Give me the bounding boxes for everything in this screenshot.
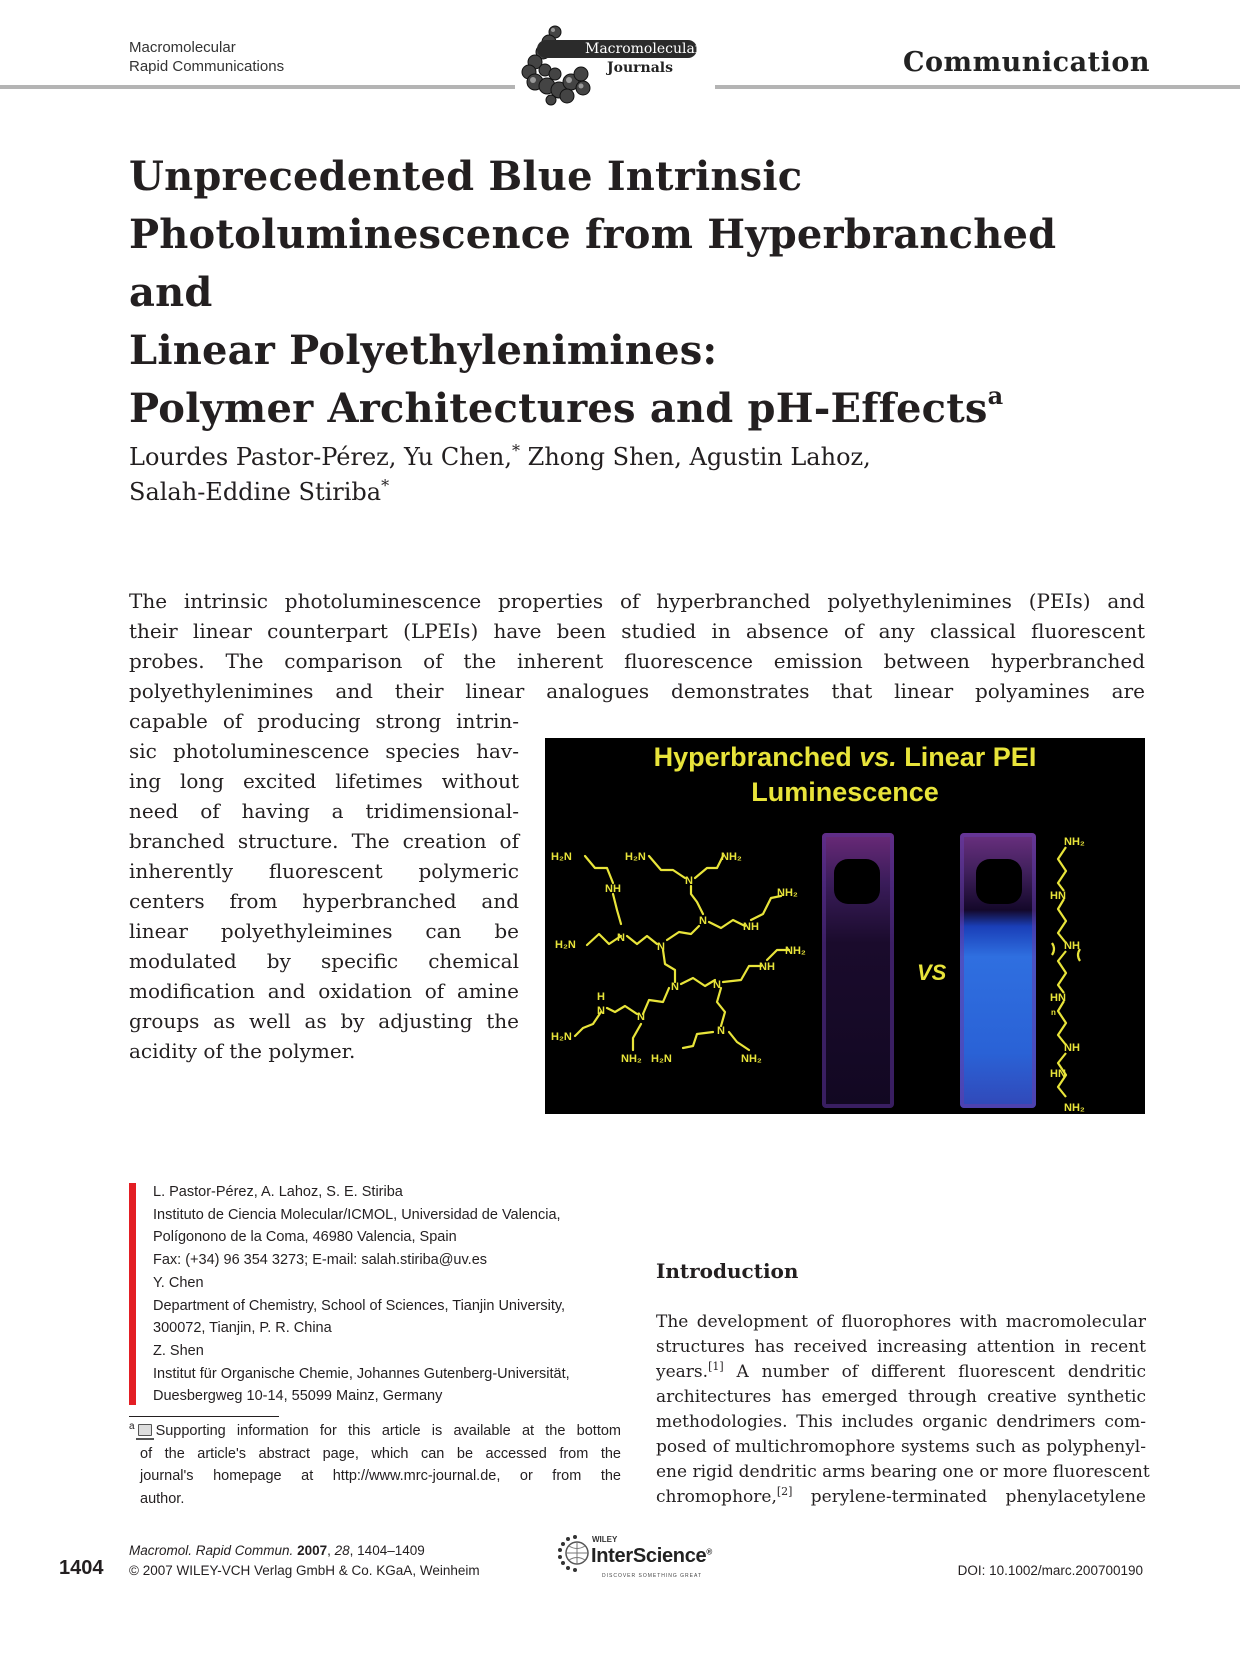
affiliation-line: Z. Shen <box>153 1342 204 1359</box>
title-footnote-marker[interactable]: a <box>987 381 1004 410</box>
journal-name-line2: Rapid Communications <box>129 58 285 75</box>
body-line: The development of fluorophores with macromolecular <box>656 1312 1146 1332</box>
logo-text-line1: Macromolecular <box>585 41 702 57</box>
affiliation-line: L. Pastor-Pérez, A. Lahoz, S. E. Stiriba <box>153 1184 403 1200</box>
wiley-interscience-logo <box>555 1533 735 1583</box>
affiliation-line: Institut für Organische Chemie, Johannes Gutenberg-Universität, <box>153 1365 570 1382</box>
body-line: structures has received increasing attention in recent <box>656 1337 1146 1357</box>
molecule-icon <box>515 22 605 107</box>
title-line: Unprecedented Blue Intrinsic <box>129 153 803 200</box>
logo-text-line2: Journals <box>607 60 673 76</box>
citation <box>129 1541 480 1581</box>
linear-label: HN <box>1050 890 1066 902</box>
hb-label: NH₂ <box>621 1053 642 1065</box>
publisher-tagline: DISCOVER SOMETHING GREAT <box>602 1573 703 1579</box>
citation-volume: 28 <box>334 1543 350 1558</box>
interscience-text: InterScience <box>591 1545 707 1567</box>
hb-label: N <box>617 932 625 944</box>
abstract-line: centers from hyperbranched and <box>129 889 519 913</box>
author-line <box>129 440 1129 475</box>
article-title <box>129 148 1129 438</box>
cuvette-hyperbranched <box>822 833 894 1108</box>
affiliation-line: Instituto de Ciencia Molecular/ICMOL, Universidad de Valencia, <box>153 1206 561 1223</box>
section-label: Communication <box>903 47 1150 78</box>
affiliation-contact[interactable]: Fax: (+34) 96 354 3273; E-mail: salah.stiriba@uv.es <box>153 1252 488 1269</box>
hb-label: N <box>685 875 693 887</box>
copyright: © 2007 WILEY-VCH Verlag GmbH & Co. KGaA, Weinheim <box>129 1563 480 1578</box>
body-text: chromophore, <box>656 1487 777 1507</box>
body-line: posed of multichromophore systems such as polyphenyl- <box>656 1437 1146 1457</box>
hb-label: NH₂ <box>721 851 742 863</box>
cuvette-cap-opening <box>834 859 880 904</box>
interscience-label <box>591 1545 712 1568</box>
abstract-line: The intrinsic photoluminescence properties of hyperbranched polyethylenimines (PEIs) and <box>129 589 1145 613</box>
abstract-line: sic photoluminescence species hav- <box>129 739 519 763</box>
registered-mark: ® <box>706 1547 712 1557</box>
hb-label: H₂N <box>651 1053 672 1065</box>
body-text: years. <box>656 1362 709 1382</box>
body-line <box>656 1485 1146 1510</box>
abstract-full-width <box>129 586 1145 706</box>
introduction-body <box>656 1310 1150 1510</box>
footnote-line: author. <box>140 1490 185 1507</box>
title-line: Linear Polyethylenimines: <box>129 327 718 374</box>
hb-label: H₂N <box>551 1031 572 1043</box>
hb-label: NH₂ <box>777 887 798 899</box>
hb-label: N <box>699 915 707 927</box>
figure-title-italic: vs. <box>859 742 897 772</box>
footnote-link-line[interactable]: journal's homepage at http://www.mrc-journal.de, or from the <box>140 1468 621 1484</box>
abstract-line: polyethylenimines and their linear analogues demonstrates that linear polyamines are <box>129 679 1145 703</box>
footnote-marker: a <box>129 1421 135 1432</box>
cuvette-linear-blue-emission <box>960 833 1036 1108</box>
affiliations <box>153 1181 623 1408</box>
abstract-line: branched structure. The creation of <box>129 829 519 853</box>
body-text: A number of different fluorescent dendritic <box>723 1362 1146 1382</box>
abstract-line: modification and oxidation of amine <box>129 979 519 1003</box>
graphical-abstract-figure <box>545 738 1145 1114</box>
hb-label: H₂N <box>625 851 646 863</box>
authors-text: Salah-Eddine Stiriba <box>129 478 382 506</box>
corresponding-author-marker: * <box>512 441 521 460</box>
authors-text: Lourdes Pastor-Pérez, Yu Chen, <box>129 443 513 471</box>
linear-label: HN <box>1050 992 1066 1004</box>
author-list <box>129 440 1129 510</box>
citation-year: 2007 <box>297 1543 328 1558</box>
title-line: Photoluminescence from Hyperbranched and <box>129 211 1057 316</box>
footnote-text: Supporting information for this article is available at the bottom <box>155 1423 621 1439</box>
hb-label: H₂N <box>555 939 576 951</box>
title-line-text: Polymer Architectures and pH-Effects <box>129 385 988 432</box>
affiliation-accent-bar <box>129 1183 136 1405</box>
wiley-label: WILEY <box>592 1535 618 1544</box>
hb-label: NH <box>743 921 759 933</box>
authors-text: Zhong Shen, Agustin Lahoz, <box>520 443 871 471</box>
abstract-line: modulated by specific chemical <box>129 949 519 973</box>
citation-pages: , 1404–1409 <box>349 1543 425 1558</box>
linear-label: NH <box>1064 940 1080 952</box>
hb-label: N <box>597 1005 605 1017</box>
journal-name <box>129 38 284 76</box>
hb-label: H₂N <box>551 851 572 863</box>
linear-label: NH₂ <box>1064 836 1085 848</box>
abstract-line: probes. The comparison of the inherent fluorescence emission between hyperbranched <box>129 649 1145 673</box>
citation-ref[interactable]: [1] <box>708 1360 724 1373</box>
citation-ref[interactable]: [2] <box>776 1485 793 1498</box>
abstract-line: capable of producing strong intrin- <box>129 709 519 733</box>
affiliation-line: Duesbergweg 10-14, 55099 Mainz, Germany <box>153 1388 443 1405</box>
logo-banner <box>537 40 702 58</box>
hyperbranched-pei-structure-icon <box>545 828 815 1068</box>
figure-title-text: Hyperbranched <box>653 742 860 772</box>
footnote-divider <box>129 1416 279 1417</box>
abstract-column <box>129 706 519 1066</box>
figure-title <box>545 740 1145 810</box>
abstract-line: acidity of the polymer. <box>129 1039 356 1063</box>
body-line: ene rigid dendritic arms bearing one or more fluorescent <box>656 1462 1150 1482</box>
hb-label: N <box>713 979 721 991</box>
title-line <box>129 380 1129 438</box>
hb-label: N <box>657 941 665 953</box>
abstract-line: their linear counterpart (LPEIs) have been studied in absence of any classical fluorescent <box>129 619 1145 643</box>
linear-label: NH₂ <box>1064 1102 1085 1113</box>
body-line <box>656 1360 1146 1385</box>
versus-label: VS <box>917 960 947 985</box>
computer-icon <box>138 1424 152 1436</box>
hb-label: NH₂ <box>785 945 806 957</box>
cuvette-cap-opening <box>976 859 1022 904</box>
affiliation-line: Department of Chemistry, School of Sciences, Tianjin University, <box>153 1297 566 1314</box>
body-line: architectures has emerged through creative synthetic <box>656 1387 1146 1407</box>
corresponding-author-marker: * <box>381 476 390 495</box>
affiliation-line: Y. Chen <box>153 1274 204 1291</box>
abstract-line: groups as well as by adjusting the <box>129 1009 519 1033</box>
linear-label: NH <box>1064 1042 1080 1054</box>
page-number: 1404 <box>59 1557 104 1579</box>
affiliation-line: Polígonono de la Coma, 46980 Valencia, Spain <box>153 1229 457 1246</box>
supporting-info-footnote <box>129 1420 621 1510</box>
linear-pei-structure-icon <box>1050 833 1110 1113</box>
abstract-line: inherently fluorescent polymeric <box>129 859 519 883</box>
journal-name-line1: Macromolecular <box>129 39 236 56</box>
affiliation-line: 300072, Tianjin, P. R. China <box>153 1320 332 1337</box>
footnote-line: of the article's abstract page, which can be accessed from the <box>140 1445 621 1462</box>
hb-label: N <box>671 981 679 993</box>
hb-label: NH₂ <box>741 1053 762 1065</box>
hb-label: N <box>717 1025 725 1037</box>
abstract-line: need of having a tridimensional- <box>129 799 519 823</box>
linear-label: HN <box>1050 1068 1066 1080</box>
abstract-line: ing long excited lifetimes without <box>129 769 519 793</box>
author-line <box>129 475 1129 510</box>
macromolecular-journals-logo <box>515 22 715 107</box>
citation-line: Macromol. Rapid Commun. 2007, 28, 1404–1409 <box>129 1543 425 1558</box>
hb-label: NH <box>759 961 775 973</box>
citation-journal: Macromol. Rapid Commun. <box>129 1543 294 1558</box>
body-line: methodologies. This includes organic dendrimers com- <box>656 1412 1146 1432</box>
abstract-line: linear polyethyleimines can be <box>129 919 519 943</box>
section-heading-introduction: Introduction <box>656 1259 799 1283</box>
hb-label: H <box>597 991 605 1003</box>
hb-label: N <box>637 1011 645 1023</box>
body-text: perylene-terminated phenylacetylene <box>792 1487 1146 1507</box>
figure-title-line2: Luminescence <box>751 777 939 807</box>
hb-label: NH <box>605 883 621 895</box>
repeat-unit-subscript: n <box>1051 1008 1056 1017</box>
doi[interactable]: DOI: 10.1002/marc.200700190 <box>957 1563 1143 1578</box>
footnote-line <box>129 1420 621 1443</box>
globe-icon <box>555 1533 591 1573</box>
figure-title-text: Linear PEI <box>896 742 1037 772</box>
